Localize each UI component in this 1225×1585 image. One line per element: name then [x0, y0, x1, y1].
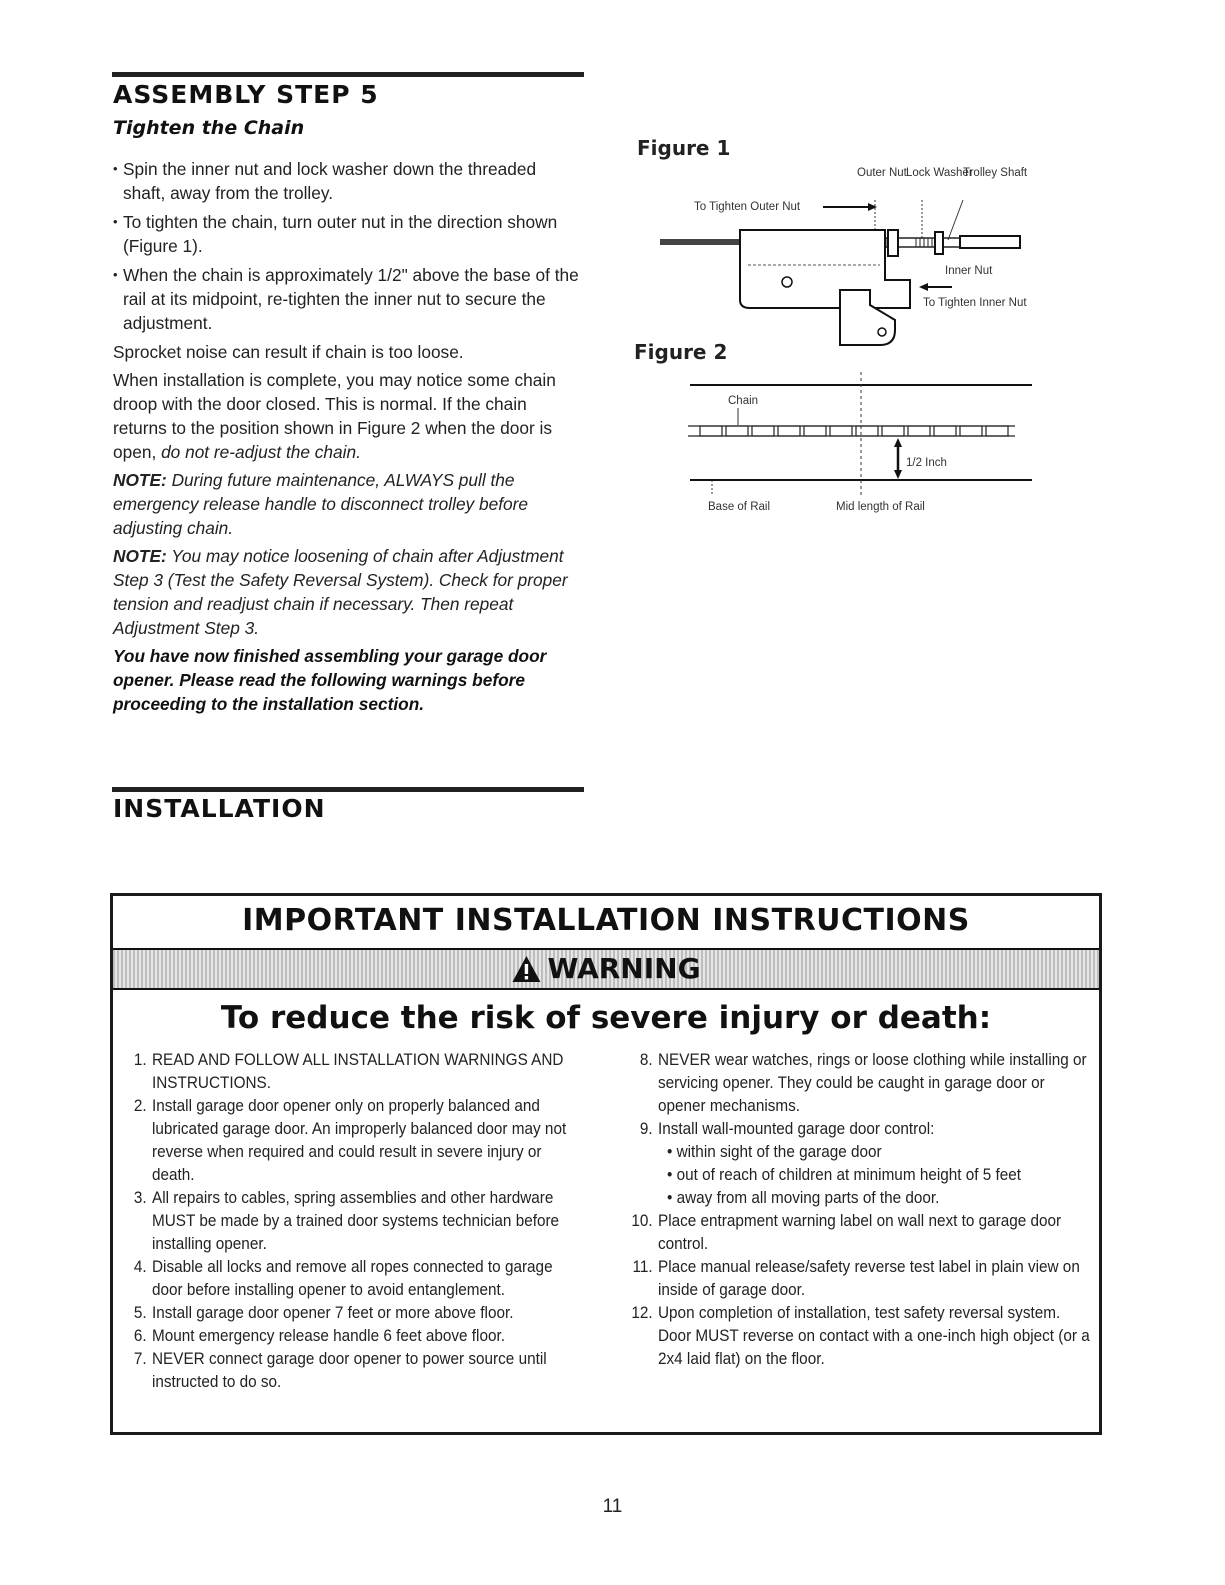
item-number: 10. [631, 1211, 653, 1230]
list-item [631, 1163, 1090, 1186]
bullet-item: • When the chain is approximately 1/2" above the base of the rail at its midpoint, re-tighten the inner nut to secure the adjustment. [113, 263, 583, 335]
item-number: 6. [133, 1326, 147, 1345]
list-item [125, 1186, 575, 1255]
warning-band [113, 948, 1099, 990]
section-title-assembly: ASSEMBLY STEP 5 [113, 80, 379, 109]
chain-end [660, 239, 740, 245]
assembly-bullets [113, 157, 583, 335]
warning-list-right [631, 1048, 1090, 1370]
list-item [631, 1048, 1090, 1117]
item-text: Mount emergency release handle 6 feet above floor. [152, 1326, 505, 1345]
note-text: You may notice loosening of chain after Adjustment Step 3 (Test the Safety Reversal System). Check for proper tension and readjust chain if necessary. Then repeat Adjustment Step 3. [113, 546, 568, 638]
bullet-item: • Spin the inner nut and lock washer down the threaded shaft, away from the trolley. [113, 157, 583, 205]
note-loosening [113, 544, 583, 640]
item-text: Install wall-mounted garage door control: [658, 1119, 935, 1138]
item-number: 1. [133, 1050, 147, 1069]
item-number: 7. [133, 1349, 147, 1368]
section-subtitle: Tighten the Chain [113, 117, 305, 139]
figure-1-title: Figure 1 [637, 136, 731, 160]
item-text: Disable all locks and remove all ropes connected to garage door before installing opener to avoid entanglement. [152, 1257, 553, 1299]
label-base-of-rail: Base of Rail [708, 501, 771, 513]
warning-list-left [125, 1048, 575, 1393]
note-maintenance [113, 468, 583, 540]
trolley-body [740, 230, 910, 308]
paragraph-droop-italic: do not re-adjust the chain. [161, 442, 361, 462]
warning-word: WARNING [547, 952, 701, 985]
list-item [631, 1117, 1090, 1140]
label-inner-nut: Inner Nut [945, 265, 993, 277]
item-text: Place manual release/safety reverse test label in plain view on inside of garage door. [658, 1257, 1080, 1299]
inner-nut-shape [935, 232, 943, 254]
list-item [631, 1140, 1090, 1163]
label-trolley-shaft: Trolley Shaft [963, 167, 1028, 179]
closing-statement: You have now finished assembling your garage door opener. Please read the following warnings before proceeding to the installation section. [113, 646, 547, 714]
list-item [125, 1347, 575, 1393]
item-text: • away from all moving parts of the door. [667, 1188, 940, 1207]
item-number: 2. [133, 1096, 147, 1115]
warning-triangle-icon [511, 955, 541, 983]
label-to-tighten-inner: To Tighten Inner Nut [923, 297, 1027, 309]
trolley-shaft-shape [960, 236, 1020, 248]
list-item [125, 1301, 575, 1324]
item-number: 3. [133, 1188, 147, 1207]
arrow-head [868, 203, 877, 211]
item-number: 4. [133, 1257, 147, 1276]
item-text: Upon completion of installation, test safety reversal system. Door MUST reverse on contact with a one-inch high object (or a 2x4 laid flat) on the floor. [658, 1303, 1090, 1368]
list-item [631, 1301, 1090, 1370]
list-item [631, 1255, 1090, 1301]
warning-subtitle: To reduce the risk of severe injury or death: [220, 1000, 992, 1036]
list-item [631, 1209, 1090, 1255]
item-text: Install garage door opener only on properly balanced and lubricated garage door. An improperly balanced door may not reverse when required and could result in severe injury or death. [152, 1096, 567, 1184]
note-text: During future maintenance, ALWAYS pull the emergency release handle to disconnect trolley before adjusting chain. [113, 470, 528, 538]
item-text: • within sight of the garage door [667, 1142, 882, 1161]
item-text: READ AND FOLLOW ALL INSTALLATION WARNINGS AND INSTRUCTIONS. [152, 1050, 564, 1092]
list-item [125, 1324, 575, 1347]
label-chain: Chain [728, 395, 759, 407]
section-title-installation: INSTALLATION [113, 794, 326, 823]
item-text: • out of reach of children at minimum height of 5 feet [667, 1165, 1022, 1184]
paragraph-sprocket: Sprocket noise can result if chain is too loose. [113, 342, 464, 362]
item-number: 9. [639, 1119, 653, 1138]
warning-label [511, 952, 700, 985]
outer-nut-shape [888, 230, 898, 256]
chain-links [688, 426, 1015, 436]
item-text: NEVER connect garage door opener to power source until instructed to do so. [152, 1349, 547, 1391]
paragraph-droop-text: When installation is complete, you may notice some chain droop with the door closed. This is normal. If the chain returns to the position shown in Figure 2 when the door is open, [113, 370, 556, 462]
section-rule-assembly [112, 72, 584, 77]
item-text: Install garage door opener 7 feet or more above floor. [152, 1303, 514, 1322]
item-text: NEVER wear watches, rings or loose clothing while installing or servicing opener. They could be caught in garage door or opener mechanisms. [658, 1050, 1087, 1115]
figure-1-diagram [630, 160, 1040, 350]
label-lock-washer: Lock Washer [906, 167, 973, 179]
list-item [631, 1186, 1090, 1209]
list-item [125, 1255, 575, 1301]
note-label: NOTE: [113, 546, 167, 566]
item-text: All repairs to cables, spring assemblies and other hardware MUST be made by a trained door systems technician before installing opener. [152, 1188, 560, 1253]
bullet-item: • To tighten the chain, turn outer nut in the direction shown (Figure 1). [113, 210, 583, 258]
item-text: Place entrapment warning label on wall next to garage door control. [658, 1211, 1062, 1253]
figure-2-diagram [660, 370, 1040, 520]
section-rule-installation [112, 787, 584, 792]
label-mid-length: Mid length of Rail [836, 501, 925, 513]
note-label: NOTE: [113, 470, 167, 490]
figure-2-title: Figure 2 [634, 340, 728, 364]
warning-box [110, 893, 1102, 1435]
warning-header: IMPORTANT INSTALLATION INSTRUCTIONS [242, 903, 970, 938]
paragraph-droop [113, 368, 583, 464]
assembly-body [113, 157, 583, 720]
item-number: 8. [639, 1050, 653, 1069]
label-to-tighten-outer: To Tighten Outer Nut [694, 201, 801, 213]
item-number: 12. [631, 1303, 653, 1322]
item-number: 11. [632, 1257, 653, 1276]
label-half-inch: 1/2 Inch [906, 457, 947, 469]
list-item [125, 1048, 575, 1094]
item-number: 5. [133, 1303, 147, 1322]
list-item [125, 1094, 575, 1186]
page-number: 11 [602, 1496, 623, 1517]
label-outer-nut: Outer Nut [857, 167, 907, 179]
